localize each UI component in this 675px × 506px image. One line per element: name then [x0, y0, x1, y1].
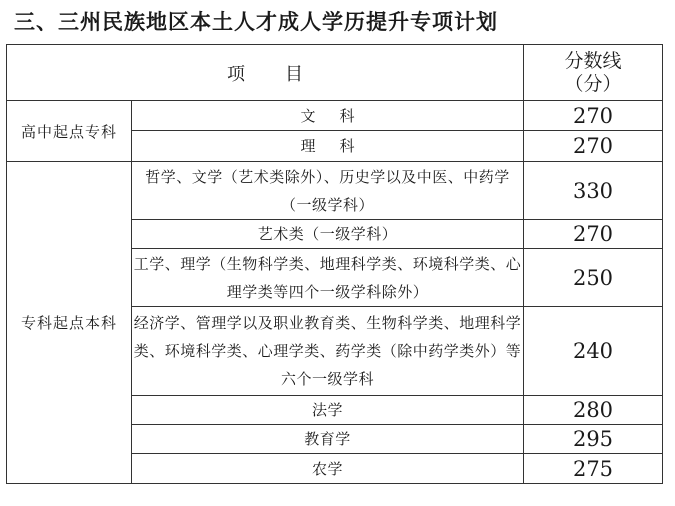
category-cell: 专科起点本科 — [7, 162, 132, 484]
table-row — [7, 162, 663, 220]
item-cell: 教育学 — [132, 425, 524, 454]
score-cell: 275 — [524, 454, 663, 484]
score-cell: 250 — [524, 249, 663, 307]
item-cell: 理科 — [132, 131, 524, 162]
score-cell: 270 — [524, 220, 663, 249]
item-cell: 工学、理学（生物科学类、地理科学类、环境科学类、心理学类等四个一级学科除外） — [132, 249, 524, 307]
header-score-line1: 分数线 — [564, 49, 622, 72]
page-title: 三、三州民族地区本土人才成人学历提升专项计划 — [14, 10, 498, 34]
item-cell: 经济学、管理学以及职业教育类、生物科学类、地理科学类、环境科学类、心理学类、药学类（除中药学类外）等六个一级学科 — [132, 307, 524, 396]
score-cell: 270 — [524, 101, 663, 131]
item-cell: 艺术类（一级学科） — [132, 220, 524, 249]
score-cell: 280 — [524, 396, 663, 425]
item-cell: 哲学、文学（艺术类除外）、历史学以及中医、中药学（一级学科） — [132, 162, 524, 220]
category-cell: 高中起点专科 — [7, 101, 132, 162]
score-table — [6, 44, 663, 484]
score-cell: 330 — [524, 162, 663, 220]
score-cell: 295 — [524, 425, 663, 454]
table-row — [7, 101, 663, 131]
item-cell: 农学 — [132, 454, 524, 484]
header-score-line2: （分） — [564, 72, 622, 95]
score-cell: 240 — [524, 307, 663, 396]
header-item: 项目 — [7, 45, 524, 101]
header-score — [524, 45, 663, 101]
item-cell: 法学 — [132, 396, 524, 425]
item-cell: 文科 — [132, 101, 524, 131]
table-header-row — [7, 45, 663, 101]
score-cell: 270 — [524, 131, 663, 162]
